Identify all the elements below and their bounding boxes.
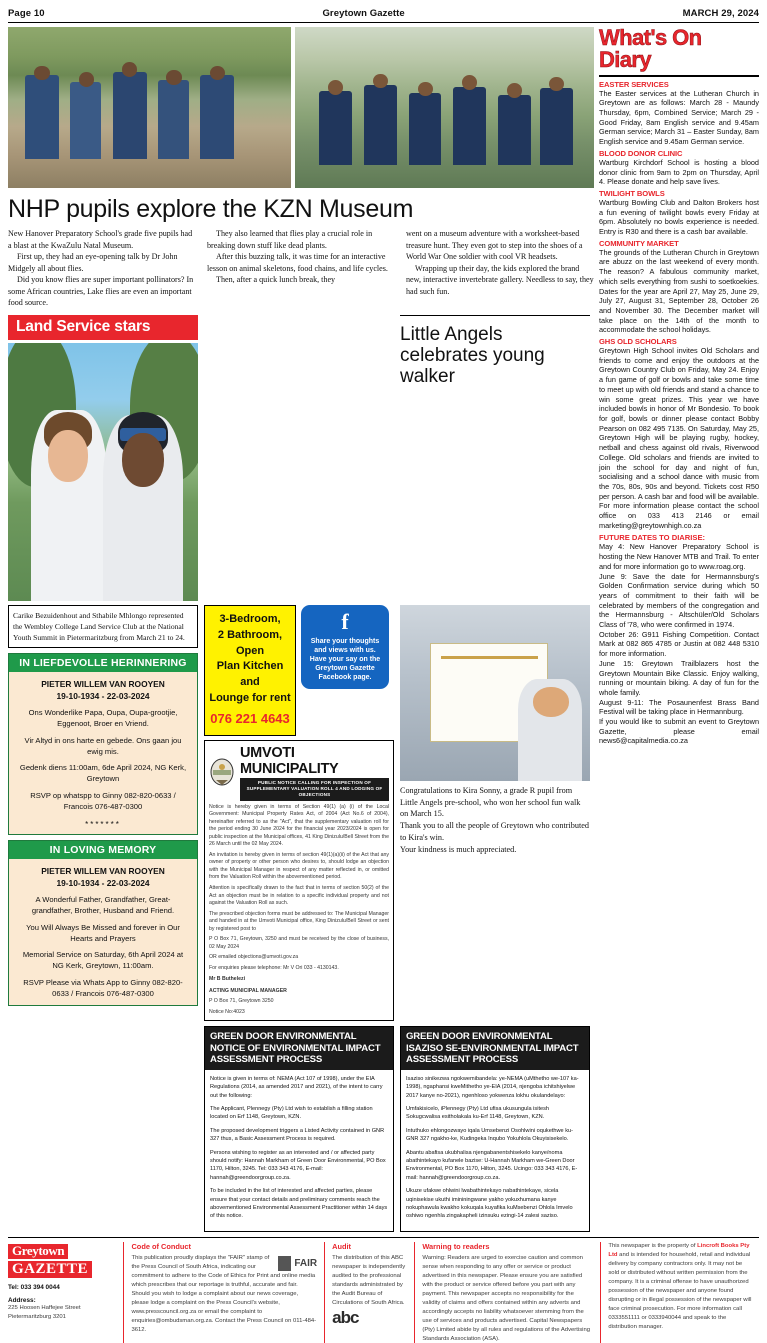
whats-on-diary: [599, 27, 759, 1232]
photo-little-angels-award: [400, 605, 590, 781]
municipality-paragraph: An invitation is hereby given in terms of section 49(1)(a)(ii) of the Act that any owner of property or other person who desires to, should lodge an objection with the Municipal Manager in respect of any matter reflected in, or omitted from the Valuation Roll within the abovementioned period.: [209, 851, 389, 881]
rental-advert[interactable]: [204, 605, 296, 736]
page-header: [8, 4, 759, 23]
memorial-heading: IN LIEFDEVOLLE HERINNERING: [9, 654, 197, 672]
article-body: [8, 228, 594, 308]
municipality-notice: [204, 740, 394, 1021]
green-door-notice-english: [204, 1026, 394, 1231]
land-service-caption: Carike Bezuidenhout and Sthabile Mhlongo represented the Wembley College Land Service Club at the National Youth Summit in Pietermaritzburg from March 21 to 24.: [13, 610, 185, 642]
diary-section-heading: GHS OLD SCHOLARS: [599, 337, 677, 347]
diary-section-heading: EASTER SERVICES: [599, 79, 669, 89]
diary-future-item: October 26: G911 Fishing Competition. Contact Mark at 082 865 4785 or Justin at 082 448 5310 for more information.: [599, 629, 759, 659]
audit-heading: Audit: [332, 1241, 352, 1251]
footer-tel: Tel: 033 394 0044: [8, 1284, 60, 1292]
little-angels-caption: Congratulations to Kira Sonny, a grade R pupil from Little Angels pre-school, who won her school fun walk on March 15.: [400, 785, 581, 819]
divider: [599, 75, 759, 77]
green-door-notice-zulu: [400, 1026, 590, 1231]
paragraph: Wrapping up their day, the kids explored the brand new, interactive invertebrate gallery. Needless to say, they had such fun.: [406, 263, 594, 296]
municipality-paragraph: P O Box 71, Greytown, 3250 and must be received by the close of business, 02 May 2024: [209, 936, 389, 950]
footer-address-label: Address:: [8, 1297, 36, 1305]
fair-label: FAIR: [294, 1257, 318, 1269]
municipality-signature-name: Mr B Buthelezi: [209, 976, 246, 983]
footer-distribution: [600, 1242, 759, 1343]
paragraph: They also learned that flies play a crucial role in breaking down stuff like dead plants.: [207, 229, 373, 250]
green-door-paragraph: To be included in the list of interested and affected parties, please ensure that your contact details and preliminary comments reach the abovementioned Environmental Assessment Practitioner within 14 days of this notice.: [210, 1188, 388, 1220]
memorial-line: You Will Always Be Missed and forever in Our Hearts and Prayers: [26, 922, 180, 943]
municipality-paragraph: For enquiries please telephone: Mr V Ori 033 - 4130143.: [209, 964, 339, 971]
diary-section-text: Greytown High School invites Old Scholars and friends to come and enjoy the outdoors at the Greytown Country Club on Friday, May 24. Enjoy a fun game of golf or bowls and take some time to meet up with old friends and stand a chance to win some great prizes. This year we have included bowls in honor of Mr Bondesio. To book for golf, bowls or dinner please contact Bobby Pearson on 082 495 7135. On Saturday, May 25, Greytown High will be playing rugby, hockey, netball and chess against old rivals, Riverwood College. Old scholars and friends are invited to join the school for day and night of fun, socialising and a school dance with music from the 70s, 80s, 90s and beyond. Tickets cost R50 per person. A cash bar and food will be available. For more information please contact the school office on 033 413 2146 or email marketing@greytownhigh.co.za: [599, 346, 759, 530]
green-door-heading: GREEN DOOR ENVIRONMENTAL ISAZISO SE-ENVIRONMENTAL IMPACT ASSESSMENT PROCESS: [401, 1027, 589, 1070]
memorial-line: Ons Wonderlike Papa, Oupa, Oupa-grootjie, Eggenoot, Broer en Vriend.: [28, 708, 178, 729]
paragraph: Did you know flies are super important pollinators? In some African countries, Lake flies are even an important food source.: [8, 275, 194, 308]
green-door-paragraph: Persons wishing to register as an interested and / or affected party should notify: Hannah Markham of Green Door Environmental, PO Box 1170, Hilton, 3245. Tel: 033 343 4176, E-mail: hannah@greendoorgroup.co.za.: [210, 1149, 386, 1181]
memorial-name: PIETER WILLEM VAN ROOYEN: [41, 865, 165, 876]
municipality-paragraph: OR emailed objections@umvoti.gov.za: [209, 954, 299, 961]
footer-warning: [414, 1242, 600, 1343]
memorial-line: RSVP Please via Whats App to Ginny 082-820-0633 / Francois 076-487-0300: [23, 977, 183, 998]
memorial-line: RSVP op whatspp to Ginny 082-820-0633 / Francois 076-487-0300: [30, 791, 176, 811]
warning-heading: Warning to readers: [422, 1241, 490, 1251]
diary-future-item: If you would like to submit an event to Greytown Gazette, please email news6@capitalmedia.co.za: [599, 717, 759, 746]
article-column-1: [8, 228, 196, 308]
diary-title: What's On Diary: [599, 25, 702, 72]
memorial-line: Memorial Service on Saturday, 6th April 2024 at NG Kerk, Greytown, 11:00am.: [22, 950, 184, 971]
rent-phone: 076 221 4643: [210, 711, 290, 727]
photo-land-service-girls: [8, 343, 198, 601]
diary-section-heading: COMMUNITY MARKET: [599, 238, 679, 248]
footer-masthead: [8, 1242, 123, 1343]
newspaper-page: [0, 4, 767, 1342]
municipality-signature-box: P O Box 71, Greytown 3250: [209, 998, 274, 1005]
distribution-brand: Lincroft Books Pty Ltd: [608, 1242, 750, 1258]
rent-line-2: 2 Bathroom, Open: [217, 628, 283, 657]
page-footer: [8, 1237, 759, 1343]
diary-future-heading: FUTURE DATES TO DIARISE:: [599, 533, 706, 543]
diary-section-heading: TWILIGHT BOWLS: [599, 188, 665, 198]
green-door-paragraph: Isaziso sinikezwa ngokwemibandela: ye-NEMA (uMthetho we-107 ka-1998), ngaphansi kweMithetho ye-EIA (2014, njengoba ichitshiyelwe 2017 kanye no-2021), ngenhloso yokwenza lokhu okulandelayo:: [406, 1075, 579, 1099]
footer-audit: [324, 1242, 414, 1343]
paragraph: Then, after a quick lunch break, they: [216, 275, 336, 285]
photo-boys-group: [295, 27, 594, 188]
article-headline: NHP pupils explore the KZN Museum: [8, 195, 414, 223]
memorial-notice-english: [8, 840, 198, 1006]
little-angels-caption: Thank you to all the people of Greytown who contributed to Kira's win.: [400, 821, 589, 843]
green-door-paragraph: Notice is given in terms of: NEMA (Act 107 of 1998), under the EIA Regulations (2014, as amended 2017 and 2021), of the intent to carry out the following:: [210, 1075, 383, 1099]
diary-future-item: May 4: New Hanover Preparatory School is hosting the New Hanover MTB and Trail. To enter and for more information go to www.roag.org.: [599, 542, 759, 571]
diary-section-heading: BLOOD DONOR CLINIC: [599, 148, 683, 158]
abc-logo: abc: [332, 1307, 359, 1327]
article-column-3: [406, 228, 594, 308]
press-council-icon: [278, 1256, 291, 1271]
facebook-ad-text: Share your thoughts and views with us. Have your say on the Greytown Gazette Facebook page.: [309, 637, 381, 682]
rent-line-4: Lounge for rent: [209, 692, 291, 705]
memorial-dates: 19-10-1934 - 22-03-2024: [56, 877, 150, 888]
distribution-text: [608, 1242, 752, 1332]
green-door-paragraph: Umfakisicelo, iPlennegy (Pty) Ltd ufisa ukusungula isitesh Sokugcwalisa esitholakala ku-Erf 1148, Greytown, KZN.: [406, 1106, 550, 1121]
logo-line-2: GAZETTE: [8, 1261, 92, 1278]
footer-code-of-conduct: [123, 1242, 324, 1343]
paragraph: After this buzzing talk, it was time for an interactive lesson on animal skeletons, food chains, and life cycles.: [207, 252, 388, 273]
rent-line-3: Plan Kitchen and: [216, 660, 284, 689]
municipality-paragraph: Notice is hereby given in terms of Section 49(1) (a) (i) of the Local Government: Municipal Property Rates Act, of 2004 (Act No.6 of 2004), hereinafter referred to as the "Act", that the supplementary valuation roll for the period ending 30 June 2024 for the financial year 2023/2024 is open for public inspection at the Municipal offices, 41 King Dinizulu/Bell Street from the 26 March until the 02 May 2024.: [209, 803, 389, 848]
page-number: Page 10: [8, 8, 45, 19]
memorial-name: PIETER WILLEM VAN ROOYEN: [41, 678, 165, 689]
memorial-line: Vir Altyd in ons harte en gebede. Ons gaan jou ewig mis.: [24, 735, 182, 756]
little-angels-section: [204, 315, 594, 601]
memorial-notice-afrikaans: [8, 653, 198, 835]
green-door-paragraph: The Applicant, Plennegy (Pty) Ltd wish to establish a filling station located on Erf 1148, Greytown, KZN.: [210, 1106, 373, 1121]
green-door-paragraph: Intuthuko ehlongozwayo iqala Umsebenzi Osohlwini oqukethwe ku-GNR 327 ngakho-ke, Kudingeka Inqubo Yokuhlola Okuyisisekelo.: [406, 1127, 573, 1143]
land-service-caption-box: [8, 605, 198, 1022]
municipality-paragraph: The prescribed objection forms must be addressed to: The Municipal Manager and handed in at the Umvoti Municipal office, King Dinizulu/Bell Street or sent by registered post to: [209, 910, 389, 932]
classified-column: [204, 605, 394, 1022]
municipal-crest-icon: [209, 758, 235, 788]
land-service-banner: Land Service stars: [8, 315, 198, 340]
memorial-line: A Wonderful Father, Grandfather, Great-grandfather, Brother, Husband and Friend.: [31, 895, 175, 916]
distribution-lead: This newspaper is the property of: [608, 1242, 696, 1249]
green-door-paragraph: Abantu abafisa ukubhalisa njengabanentshisekelo kanye/noma abathintekayo kufanele bazise: U-Hannah Markham we-Green Door Environmental, PO Box 1170, Hilton, 3245. Ucingo: 033 343 4176, E-mail: hannah@greendoorgroup.co.za.: [406, 1149, 578, 1181]
green-door-heading: GREEN DOOR ENVIRONMENTAL NOTICE OF ENVIRONMENTAL IMPACT ASSESSMENT PROCESS: [205, 1027, 393, 1070]
little-angels-headline: Little Angels celebrates young walker: [400, 323, 545, 388]
little-angels-media: [400, 605, 590, 1022]
municipality-title: UMVOTI MUNICIPALITY: [240, 745, 339, 778]
paragraph: New Hanover Preparatory School's grade five pupils had a blast at the KwaZulu Natal Museum.: [8, 229, 193, 250]
diary-section-text: The grounds of the Lutheran Church in Greytown are abuzz on the last weekend of every month. The reason? A fabulous community market, which sells everything from sushi to soetkoekies. Dates for the year are April 27, May 25, June 29, July 27, August 31, September 28, October 26 and November 30. The December market will take place on the 14th of the month to accommodate the school holidays.: [599, 247, 759, 335]
diary-section-text: Wartburg Bowling Club and Dalton Brokers host a fun evening of twilight bowls every Friday at 6pm. Absolutely no bowls experience is needed. Entry is R30 and there is a cash bar available.: [599, 197, 759, 237]
diary-future-item: August 9-11: The Posaunenfest Brass Band Festival will be taking place in Hermannburg.: [599, 697, 759, 717]
green-door-paragraph: The proposed development triggers a Listed Activity contained in GNR 327 thus, a Basic Assessment Process is required.: [210, 1127, 385, 1143]
land-service-section: [8, 315, 198, 601]
facebook-icon: f: [341, 608, 349, 634]
memorial-line: Gedenk diens 11:00am, 6de April 2024, NG Kerk, Greytown: [19, 763, 187, 784]
issue-date: MARCH 29, 2024: [682, 8, 759, 19]
municipality-subtitle: PUBLIC NOTICE CALLING FOR INSPECTION OF SUPPLEMENTARY VALUATION ROLL 4 AND LODGING OF OBJECTIONS: [240, 778, 389, 801]
municipality-signature-title: ACTING MUNICIPAL MANAGER: [209, 987, 287, 994]
paragraph: First up, they had an eye-opening talk by Dr John Midgely all about flies.: [8, 252, 178, 273]
footer-address: 225 Hoosen Haffejee Street Pietermaritzburg 3201: [8, 1305, 81, 1320]
fair-stamp: [278, 1256, 317, 1271]
diary-section-text: The Easter services at the Lutheran Church in Greytown are as follows: March 28 - Maundy Thursday, 6pm, Combined Service; March 29 - Good Friday, 8am English service and 9.45am German service; March 31 – Easter Sunday, 8am English service and 9.45am German service.: [599, 88, 759, 147]
audit-text: The distribution of this ABC newspaper is independently audited to the professional standards administrated by the Audit Bureau of Circulations of South Africa.: [332, 1254, 406, 1306]
diary-section-text: Wartburg Kirchdorf School is hosting a blood donor clinic from 9am to 2pm on Thursday, April 4. Please donate and help save lives.: [599, 157, 759, 187]
little-angels-caption: Your kindness is much appreciated.: [400, 845, 517, 855]
memorial-heading: IN LOVING MEMORY: [9, 841, 197, 859]
warning-text: Warning: Readers are urged to exercise caution and common sense when responding to any offer or service or product advertised in this newspaper. Please ensure you are satisfied with the product or service offered before you part with any payment. This newspaper accepts no responsibility for the validity of claims and offers contained within any adverts and accordingly accepts no liability whatsoever stemming from the use of services and products advertised. Capital Newspapers (Pty) Limited abide by all rules and regulations of the Advertising Standards Association (ASA).: [422, 1254, 591, 1342]
municipality-notice-number: Notice No:4023: [209, 1008, 245, 1015]
rent-line-1: 3-Bedroom,: [219, 612, 281, 625]
code-of-conduct-heading: Code of Conduct: [131, 1241, 191, 1251]
distribution-body: and is intended for household, retail and individual delivery by company contractors only. It may not be sold or distributed without written permission from the company. It is a criminal offense to have unauthorized possession of the newspaper and anyone found disrupting or in illegal possession of the newspaper will face criminal prosecution. For more information call 0333551111 or 0333940044 and speak to the distribution manager.: [608, 1251, 752, 1330]
diary-future-item: June 9: Save the date for Hermannsburg's Golden Confirmation service during which 50 years of commitment to their faith will be celebrated by members of the congregation and the Hermannsburg - Altschüler/Old Scholars Class of '78, who were confirmed in 1974.: [599, 571, 759, 630]
logo-line-1: Greytown: [8, 1244, 68, 1259]
article-column-2: [207, 228, 395, 308]
paragraph: went on a museum adventure with a worksheet-based treasure hunt. They even got to step into the shoes of a World War One soldier with cool VR headsets.: [406, 229, 583, 262]
memorial-divider: *******: [85, 819, 121, 829]
facebook-advert[interactable]: [301, 605, 389, 689]
green-door-paragraph: Ukuze ufakwe ohlwini lwabathintekayo nabathintekaye, sicela uqinisekise ukuthi imininingwane yakho yokuxhumana kanye nokuphawula kwakho kokuqala kuyafika kuMsebenzi Ohlola Imvelo oshiwo ngenhla zingakapheli izinsuku ezingi-14 zalesi saziso.: [406, 1188, 573, 1220]
photo-museum-group: [8, 27, 291, 188]
municipality-paragraph: Attention is specifically drawn to the fact that in terms of section 50(2) of the Act an objection must be in relation to a specific individual property and not against the Valuation Roll as such.: [209, 884, 389, 907]
publication-title: Greytown Gazette: [322, 8, 405, 19]
memorial-dates: 19-10-1934 - 22-03-2024: [56, 690, 150, 701]
code-of-conduct-text: This publication proudly displays the "FAIR" stamp of the Press Council of South Africa, indicating our commitment to adhere to the Code of Ethics for Print and online media which prescribes that our reportage is truthful, accurate and fair. Should you wish to lodge a complaint about our news coverage, please lodge a complaint on the Press Council's website, www.presscouncil.org.za or email the complaint to enquiries@ombudsman.org.za. Contact the Press Council on 011-484-3612.: [131, 1254, 317, 1333]
diary-future-item: June 15: Greytown Trailblazers host the Greytown Mountain Bike Classic. Enjoy walking, running or mountain biking. A day of fun for the whole family.: [599, 658, 759, 697]
